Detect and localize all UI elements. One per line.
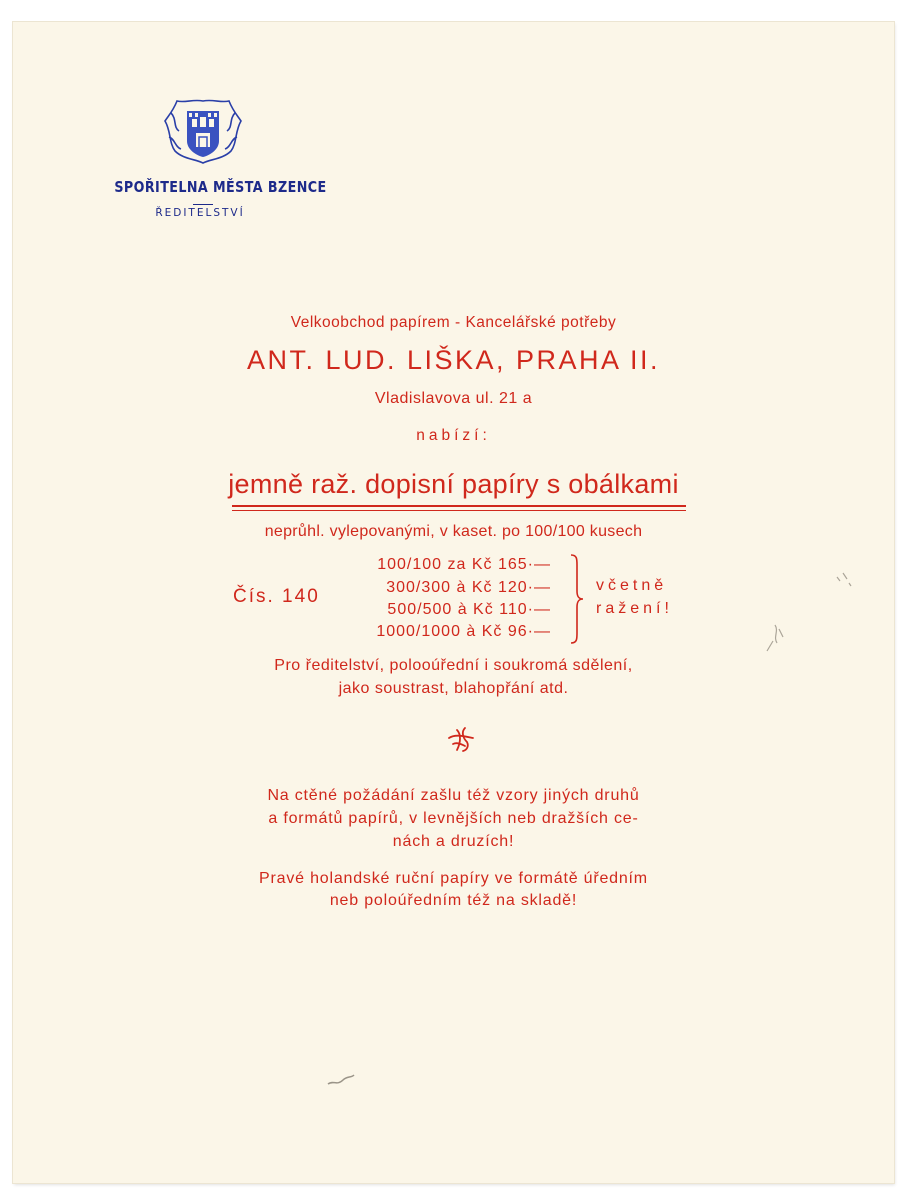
note-line: nách a druzích! xyxy=(392,833,515,850)
note-line: a formátů papírů, v levnějších neb dražších ce- xyxy=(268,810,639,827)
including-label: včetně xyxy=(596,577,668,594)
catalog-number: Čís. 140 xyxy=(233,586,320,607)
organization-name: SPOŘITELNA MĚSTA BZENCE xyxy=(114,178,327,196)
brace-icon xyxy=(565,553,585,645)
department-label: ŘEDITELSTVÍ xyxy=(155,207,245,219)
usage-line: Pro ředitelství, polooúřední i soukromá sdělení, xyxy=(274,657,633,674)
divider xyxy=(193,204,213,205)
price-line: 1000/1000 à Kč 96·— xyxy=(376,623,551,640)
company-name: ANT. LUD. LIŠKA, PRAHA II. xyxy=(246,345,661,375)
stock-line: Pravé holandské ruční papíry ve formátě úředním xyxy=(259,870,648,887)
ornament-icon xyxy=(445,724,477,754)
headline-rule xyxy=(232,505,686,507)
price-line: 100/100 za Kč 165·— xyxy=(377,556,551,573)
intro-line: Velkoobchod papírem - Kancelářské potřeby xyxy=(290,314,617,331)
product-headline: jemně raž. dopisní papíry s obálkami xyxy=(228,469,679,499)
headline-rule-thin xyxy=(232,510,686,511)
offers-label: nabízí: xyxy=(416,427,491,444)
paper-smudge xyxy=(765,565,855,660)
stock-line: neb poloúředním též na skladě! xyxy=(329,892,578,909)
note-line: Na ctěné požádání zašlu též vzory jiných druhů xyxy=(267,787,640,804)
price-line: 300/300 à Kč 120·— xyxy=(386,579,551,596)
coat-of-arms-icon xyxy=(163,97,243,165)
product-detail: neprůhl. vylepovanými, v kaset. po 100/100 kusech xyxy=(264,523,643,540)
usage-line: jako soustrast, blahopřání atd. xyxy=(338,680,569,697)
price-line: 500/500 à Kč 110·— xyxy=(387,601,551,618)
paper-smudge xyxy=(325,1070,357,1090)
address: Vladislavova ul. 21 a xyxy=(374,390,533,407)
including-label: ražení! xyxy=(596,600,673,617)
